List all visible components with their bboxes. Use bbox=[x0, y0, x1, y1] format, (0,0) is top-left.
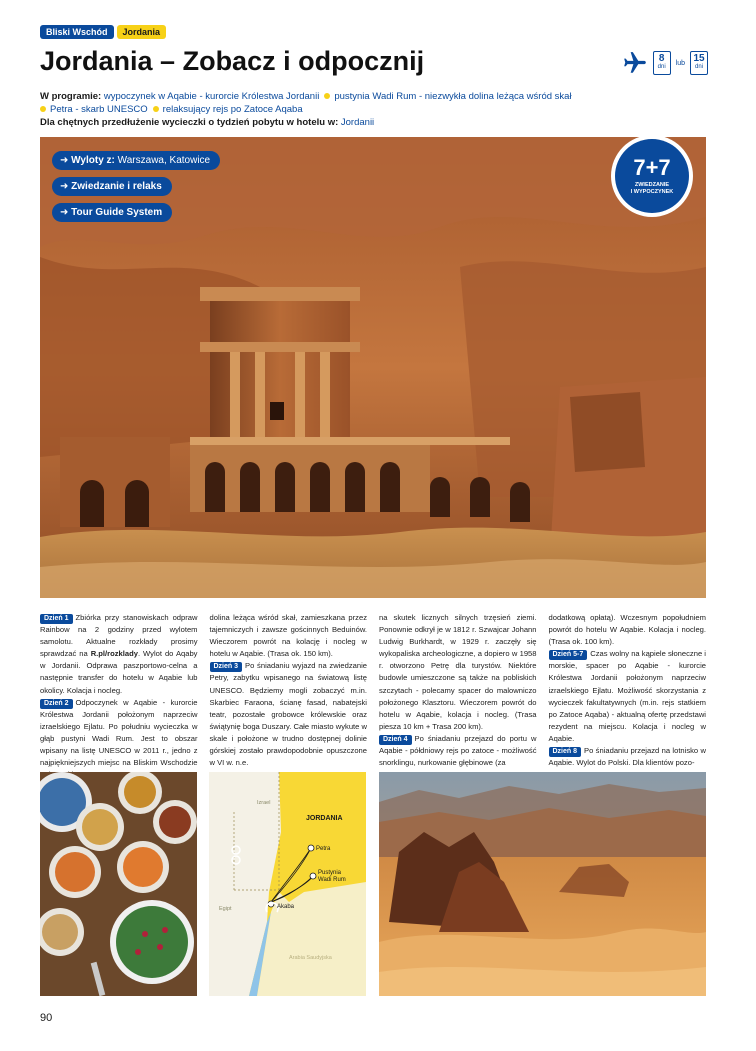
duration-8-unit: dni bbox=[657, 64, 666, 70]
title-dash: – bbox=[152, 46, 183, 76]
map-label-akaba: Akaba bbox=[277, 904, 295, 910]
day-badge-2: Dzień 2 bbox=[40, 699, 73, 709]
duration-15-box bbox=[690, 51, 708, 75]
map-label-israel: Izrael bbox=[257, 800, 271, 806]
schedule-link[interactable]: R.pl/rozklady bbox=[90, 649, 138, 659]
breadcrumb-tags bbox=[40, 25, 166, 39]
program-item-4: relaksujący rejs po Zatoce Aqaba bbox=[162, 104, 303, 115]
desert-photo-wadi-rum bbox=[379, 772, 706, 996]
arrow-right-icon: ➜ bbox=[60, 207, 69, 218]
program-item-3: Petra - skarb UNESCO bbox=[50, 104, 148, 115]
map-label-saudi: Arabia Saudyjska bbox=[289, 955, 332, 961]
extension-value: Jordanii bbox=[340, 117, 375, 128]
pill-sightseeing-label: Zwiedzanie i relaks bbox=[71, 181, 162, 192]
tag-region[interactable]: Bliski Wschód bbox=[40, 25, 114, 39]
duration-8-box bbox=[653, 51, 671, 75]
program-extension bbox=[40, 116, 620, 129]
bullet-dot-icon bbox=[40, 106, 46, 112]
badge-text bbox=[631, 182, 673, 196]
day-1-text-a: Zbiórka przy stanowiskach odpraw Rainbow na 2 godziny przed wylotem samolotu. Aktualne rozkłady prosimy sprawdzać na bbox=[40, 613, 198, 659]
day-3-text-cont: na skutek licznych silnych trzęsień ziemi. Ponownie odkrył je w 1812 r. Szwajcar Johann Ludwig Burkhardt, w 1929 r. zaczęły się wykopaliska archeologiczne, a dopiero w 1958 r. otworzono Petrę dla turystów. Niektóre budowle umieszczone są także na pobliskich szczytach - polecamy spacer do malowniczo położonego Klasztoru. Wieczorem powrót do hotelu w Aqabie, kolacja i nocleg. (Trasa piesza 10 km + Trasa 200 km). bbox=[379, 613, 537, 731]
page-title bbox=[40, 46, 424, 77]
map-label-wadi-rum-1: Pustynia bbox=[318, 870, 342, 876]
map-label-jordan: JORDANIA bbox=[306, 815, 343, 822]
program-line-1 bbox=[40, 90, 620, 103]
bullet-dot-icon bbox=[153, 106, 159, 112]
day-badge-8: Dzień 8 bbox=[549, 747, 582, 757]
map-label-wadi-rum-2: Wadi Rum bbox=[318, 877, 346, 883]
program-label: W programie: bbox=[40, 91, 102, 102]
day-badge-1: Dzień 1 bbox=[40, 614, 73, 624]
itinerary-col-1 bbox=[40, 612, 198, 781]
desert-illustration bbox=[379, 772, 706, 996]
day-1-text-b: . Wylot do Aqaby w Jordanii. Odprawa paszportowo-celna a następnie transfer do hotelu w Aqabie lub okolicy. Kolacja i nocleg. bbox=[40, 649, 198, 695]
pill-sightseeing[interactable] bbox=[52, 177, 172, 196]
page-number: 90 bbox=[40, 1012, 53, 1024]
map-label-petra: Petra bbox=[316, 846, 331, 852]
pill-departures-label: Wyloty z: bbox=[71, 155, 115, 166]
itinerary-col-4 bbox=[549, 612, 707, 781]
duration-or-label: lub bbox=[675, 59, 685, 67]
itinerary-col-3 bbox=[379, 612, 537, 781]
route-map bbox=[209, 772, 366, 996]
program-item-2: pustynia Wadi Rum - niezwykła dolina leżąca wśród skał bbox=[334, 91, 572, 102]
airplane-icon bbox=[622, 50, 648, 76]
day-4-text: Po śniadaniu przejazd do portu w Aqabie - półdniowy rejs po zatoce - możliwość snorklingu, nurkowanie głębinowe (za bbox=[379, 733, 537, 768]
day-badge-5-7: Dzień 5-7 bbox=[549, 650, 588, 660]
badge-7plus7 bbox=[611, 135, 693, 217]
food-illustration bbox=[40, 772, 197, 996]
itinerary-col-2 bbox=[210, 612, 368, 781]
bullet-dot-icon bbox=[324, 93, 330, 99]
pill-tour-guide[interactable] bbox=[52, 203, 172, 222]
arrow-right-icon: ➜ bbox=[60, 155, 69, 166]
program-summary bbox=[40, 90, 620, 129]
day-4-text-cont: dodatkową opłatą). Wczesnym popołudniem powrót do hotelu W Aqabie. Kolacja i nocleg. (Trasa ok. 100 km). bbox=[548, 613, 706, 647]
extension-label: Dla chętnych przedłużenie wycieczki o tydzień pobytu w hotelu w: bbox=[40, 117, 339, 128]
map-label-egypt: Egipt bbox=[219, 906, 232, 912]
info-pills bbox=[52, 151, 220, 222]
badge-inner bbox=[615, 139, 689, 213]
day-8-text: Po śniadaniu przejazd na lotnisko w Aqabie. Wylot do Polski. Dla klientów pozo- bbox=[548, 746, 706, 768]
badge-line-2: I WYPOCZYNEK bbox=[630, 188, 674, 195]
day-5-7-text: Czas wolny na kąpiele słoneczne i morskie, spacer po Aqabie - kurorcie Królestwa Jordanii położonym naprzeciw izraelskiego Ejlatu. Możliwość skorzystania z wycieczek fakultatywnych (m.in. rejs statkiem po Zatoce Aqaba) - aktualną ofertę przedstawi rezydent na miejscu. Kolacja i nocleg w Aqabie. bbox=[548, 649, 706, 743]
day-2-text: Odpoczynek w Aqabie - kurorcie Królestwa Jordanii położonym naprzeciw izraelskiego Ejlatu. Po południu wycieczka w głąb pustyni Wadi Rum. Jest to obszar wpisany na listę UNESCO w 2011 r., jedno z najpiękniejszych miejsc na Bliskim Wschodzie bbox=[40, 697, 198, 768]
pill-tour-guide-label: Tour Guide System bbox=[71, 207, 163, 218]
badge-line-1: ZWIEDZANIE bbox=[634, 181, 670, 188]
arrow-right-icon: ➜ bbox=[60, 181, 69, 192]
title-sub: Zobacz i odpocznij bbox=[182, 46, 425, 76]
trip-duration bbox=[622, 50, 708, 76]
badge-number: 7+7 bbox=[633, 154, 671, 180]
duration-15-unit: dni bbox=[694, 64, 703, 70]
program-item-1: wypoczynek w Aqabie - kurorcie Królestwa Jordanii bbox=[103, 91, 320, 102]
day-2-text-cont: dolina leżąca wśród skał, zamieszkana przez tajemniczych i zawsze gościnnych Beduinów. Wieczorem powrót na kolację i nocleg w hotelu w Aqabie. (Trasa ok. 150 km). bbox=[209, 613, 367, 659]
program-line-2 bbox=[40, 103, 620, 116]
pill-departures-value: Warszawa, Katowice bbox=[117, 155, 211, 166]
food-photo bbox=[40, 772, 197, 996]
tag-country[interactable]: Jordania bbox=[117, 25, 167, 39]
day-badge-3: Dzień 3 bbox=[210, 662, 243, 672]
map-illustration bbox=[209, 772, 366, 996]
itinerary bbox=[40, 612, 706, 781]
day-badge-4: Dzień 4 bbox=[379, 735, 412, 745]
pill-departures[interactable] bbox=[52, 151, 220, 170]
title-main: Jordania bbox=[40, 46, 153, 76]
duration-15-number: 15 bbox=[693, 53, 705, 64]
day-3-text: Po śniadaniu wyjazd na zwiedzanie Petry, zabytku wpisanego na światową listę UNESCO. Będziemy mogli zobaczyć m.in. Skarbiec Faraona, ścianę fasad, nabatejski teatr, pozostałe grobowce królewskie oraz świątynię boga Duszary. Całe miasto wykute w skale i położone w trudno dostępnej dolinie górskiej zostało prawdopodobnie opuszczone w VI w. n.e. bbox=[209, 661, 367, 768]
duration-8-number: 8 bbox=[658, 53, 665, 64]
